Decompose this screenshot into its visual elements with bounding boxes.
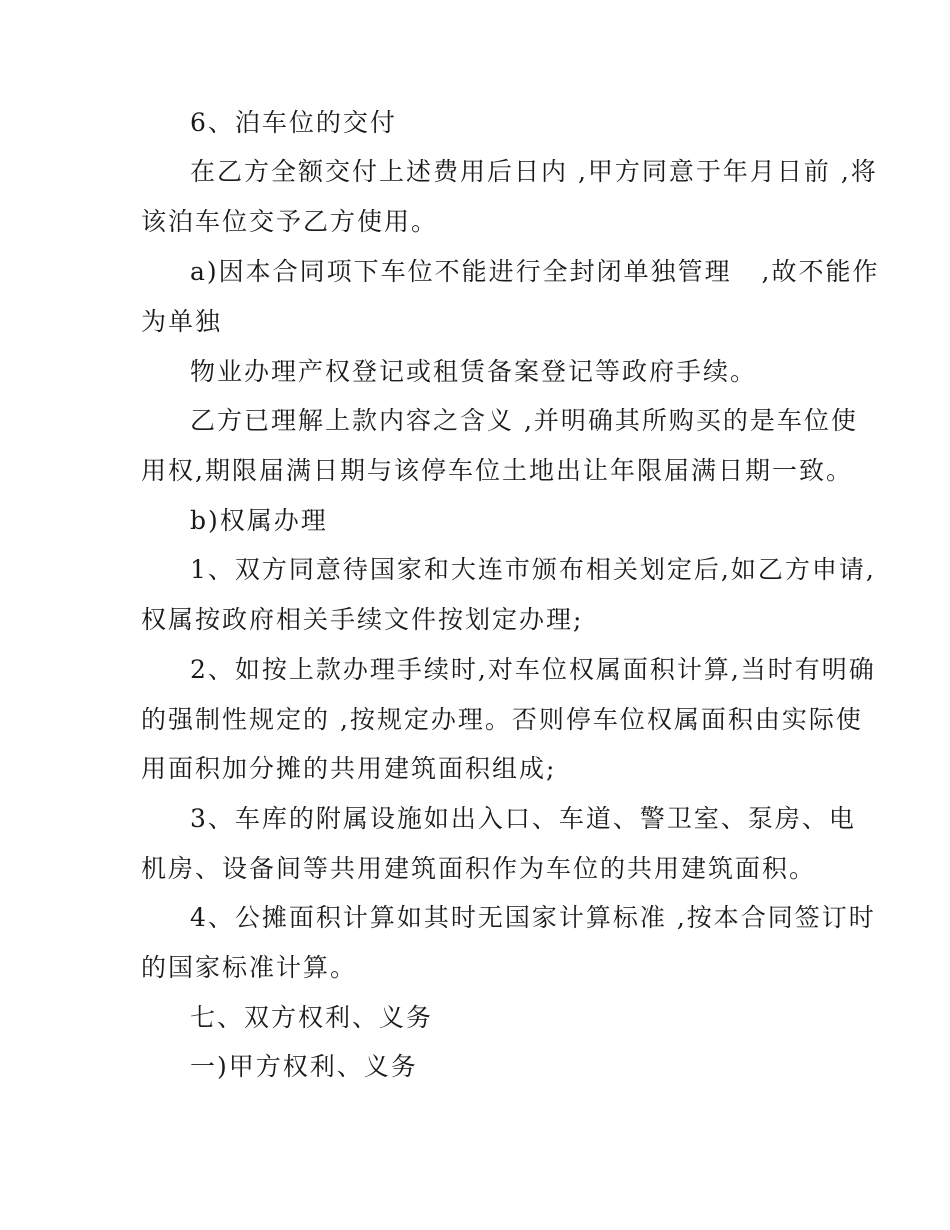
paragraph-line: 的强制性规定的 ,按规定办理。否则停车位权属面积由实际使 — [141, 705, 863, 734]
paragraph-line: 在乙方全额交付上述费用后日内 ,甲方同意于年月日前 ,将 — [190, 157, 878, 186]
paragraph-line: 用面积加分摊的共用建筑面积组成; — [141, 754, 557, 783]
paragraph-line: 物业办理产权登记或租赁备案登记等政府手续。 — [190, 357, 758, 386]
paragraph-line: 的国家标准计算。 — [141, 953, 358, 982]
paragraph-line: 为单独 — [141, 307, 223, 336]
subheading-party-a: 一)甲方权利、义务 — [190, 1052, 418, 1081]
paragraph-line: 用权,期限届满日期与该停车位土地出让年限届满日期一致。 — [141, 456, 853, 485]
paragraph-line: a)因本合同项下车位不能进行全封闭单独管理 ,故不能作 — [190, 257, 880, 286]
paragraph-line: 2、如按上款办理手续时,对车位权属面积计算,当时有明确 — [190, 655, 876, 684]
paragraph-line: 3、车库的附属设施如出入口、车道、警卫室、泵房、电 — [190, 804, 856, 833]
paragraph-line: 乙方已理解上款内容之含义 ,并明确其所购买的是车位使 — [190, 406, 858, 435]
paragraph-line: 机房、设备间等共用建筑面积作为车位的共用建筑面积。 — [141, 854, 817, 883]
paragraph-line: 权属按政府相关手续文件按划定办理; — [141, 605, 584, 634]
paragraph-line: 4、公摊面积计算如其时无国家计算标准 ,按本合同签订时 — [190, 903, 876, 932]
paragraph-line: 1、双方同意待国家和大连市颁布相关划定后,如乙方申请, — [190, 555, 876, 584]
paragraph-line: 该泊车位交予乙方使用。 — [141, 207, 439, 236]
heading-parking-delivery: 6、泊车位的交付 — [190, 108, 397, 137]
subheading-ownership: b)权属办理 — [190, 506, 328, 535]
heading-rights-obligations: 七、双方权利、义务 — [190, 1003, 434, 1032]
